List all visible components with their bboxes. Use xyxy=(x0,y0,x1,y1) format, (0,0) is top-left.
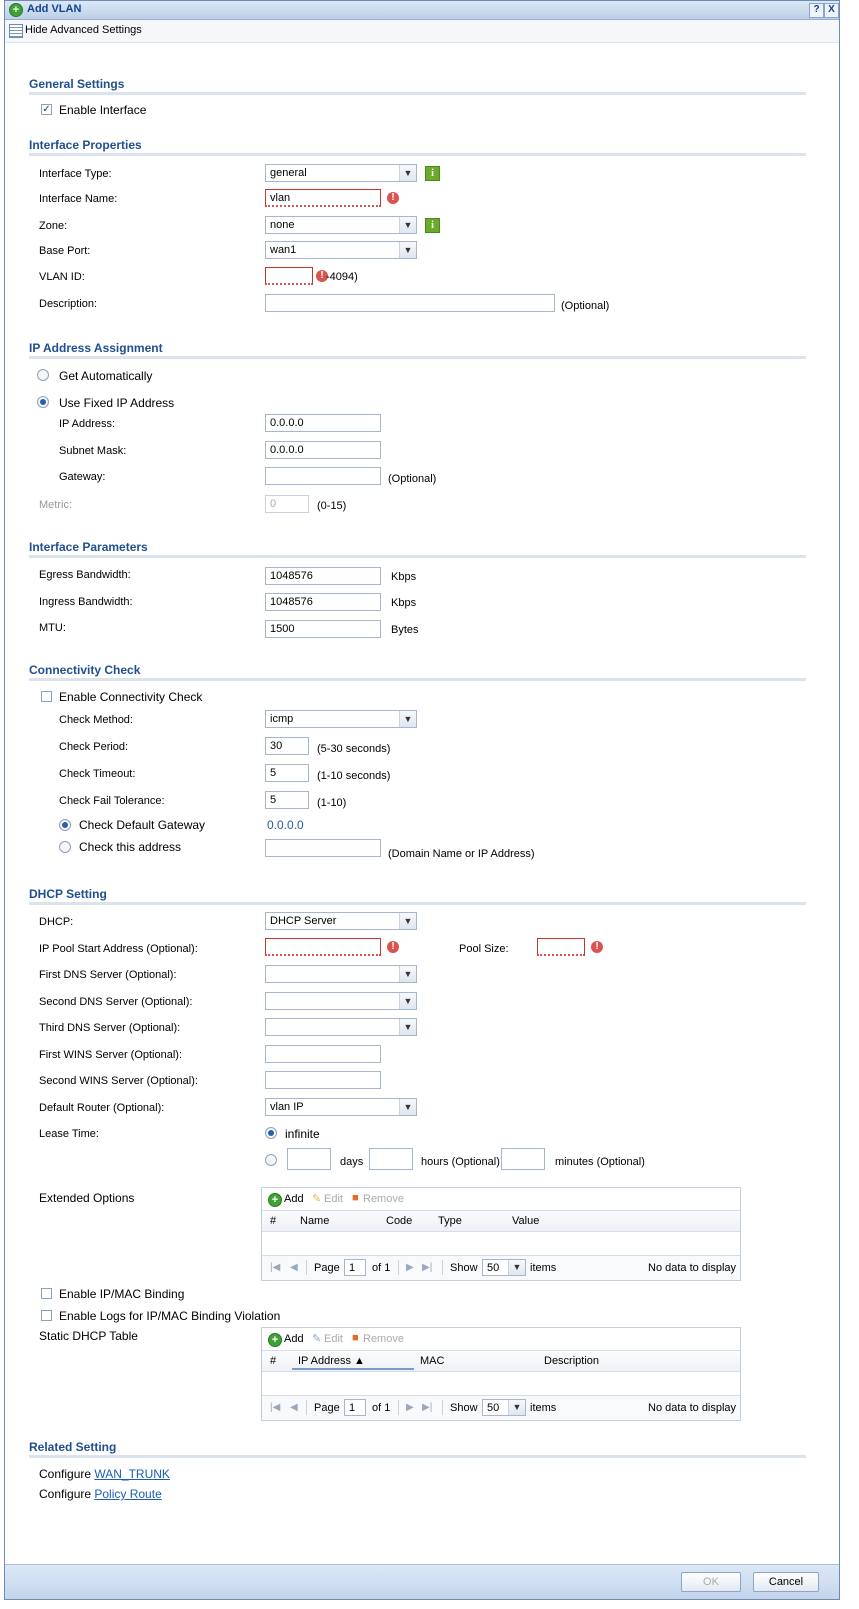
trash-icon: ■ xyxy=(352,1192,359,1204)
check-this-address-input[interactable] xyxy=(265,839,381,857)
info-icon[interactable]: i xyxy=(425,166,440,181)
trash-icon: ■ xyxy=(352,1332,359,1344)
gateway-label: Gateway: xyxy=(59,471,106,483)
dns2-select[interactable] xyxy=(265,992,417,1010)
empty-message: No data to display xyxy=(648,1262,737,1274)
section-divider xyxy=(29,678,806,681)
egress-bandwidth-input[interactable]: 1048576 xyxy=(265,567,381,585)
extended-options-table xyxy=(261,1187,741,1281)
add-vlan-dialog xyxy=(4,0,840,1600)
check-method-label: Check Method: xyxy=(59,714,133,726)
subnet-mask-input[interactable]: 0.0.0.0 xyxy=(265,441,381,459)
enable-ip-mac-binding-label: Enable IP/MAC Binding xyxy=(59,1287,185,1301)
pagination-bar xyxy=(262,1255,740,1280)
check-method-select[interactable] xyxy=(265,710,417,728)
interface-properties-heading: Interface Properties xyxy=(29,138,142,152)
use-fixed-ip-radio[interactable] xyxy=(37,396,49,408)
column-header[interactable]: Type xyxy=(438,1215,462,1227)
zone-value: none xyxy=(270,219,295,231)
ip-address-label: IP Address: xyxy=(59,418,116,430)
connectivity-check-heading: Connectivity Check xyxy=(29,663,141,677)
items-label: items xyxy=(530,1262,557,1274)
wan-trunk-link[interactable]: WAN_TRUNK xyxy=(94,1467,170,1481)
column-header[interactable]: MAC xyxy=(420,1355,445,1367)
dhcp-select[interactable] xyxy=(265,912,417,930)
description-optional-note: (Optional) xyxy=(561,300,610,312)
dhcp-value: DHCP Server xyxy=(270,915,337,927)
add-icon[interactable]: + xyxy=(268,1333,282,1347)
lease-infinite-label: infinite xyxy=(285,1127,320,1141)
prev-page-icon[interactable]: ◀ xyxy=(290,1262,298,1273)
get-automatically-radio[interactable] xyxy=(37,369,49,381)
lease-hours-input[interactable] xyxy=(369,1148,413,1170)
enable-logs-binding-label: Enable Logs for IP/MAC Binding Violation xyxy=(59,1309,281,1323)
page-count-label: of 1 xyxy=(372,1262,391,1274)
lease-infinite-radio[interactable] xyxy=(265,1127,277,1139)
show-label: Show xyxy=(450,1402,478,1414)
pagination-bar xyxy=(262,1395,740,1420)
divider xyxy=(306,1260,307,1275)
error-icon: ! xyxy=(387,192,399,204)
interface-type-label: Interface Type: xyxy=(39,168,112,180)
default-gateway-value: 0.0.0.0 xyxy=(267,818,304,832)
check-default-gateway-radio[interactable] xyxy=(59,819,71,831)
title-bar xyxy=(5,1,839,20)
pool-size-label: Pool Size: xyxy=(459,943,509,955)
mtu-unit: Bytes xyxy=(391,624,419,636)
check-default-gateway-label: Check Default Gateway xyxy=(79,818,206,832)
chevron-down-icon: ▼ xyxy=(508,1400,525,1415)
dhcp-setting-heading: DHCP Setting xyxy=(29,887,107,901)
configure-wan-trunk xyxy=(39,1467,170,1481)
add-icon: + xyxy=(9,3,23,17)
empty-message: No data to display xyxy=(648,1402,737,1414)
add-button[interactable]: Add xyxy=(284,1193,304,1205)
page-size-value: 50 xyxy=(487,1262,500,1274)
wins2-label: Second WINS Server (Optional): xyxy=(39,1075,198,1087)
divider xyxy=(442,1260,443,1275)
ingress-bandwidth-label: Ingress Bandwidth: xyxy=(39,596,133,608)
ingress-bandwidth-input[interactable]: 1048576 xyxy=(265,593,381,611)
interface-name-input[interactable]: vlan xyxy=(265,189,381,207)
base-port-value: wan1 xyxy=(270,244,297,256)
chevron-down-icon: ▼ xyxy=(508,1260,525,1275)
lease-minutes-input[interactable] xyxy=(501,1148,545,1170)
vlan-id-label: VLAN ID: xyxy=(39,271,85,283)
policy-route-link[interactable]: Policy Route xyxy=(94,1487,162,1501)
lease-time-label: Lease Time: xyxy=(39,1128,99,1140)
egress-unit: Kbps xyxy=(391,571,417,583)
sorted-column-indicator xyxy=(292,1368,414,1370)
metric-label: Metric: xyxy=(39,499,72,511)
error-icon: ! xyxy=(387,941,399,953)
hide-advanced-settings-label: Hide Advanced Settings xyxy=(25,24,142,36)
gateway-input[interactable] xyxy=(265,467,381,485)
grid-toolbar xyxy=(262,1328,740,1350)
pool-start-input[interactable] xyxy=(265,938,381,956)
next-page-icon[interactable]: ▶ xyxy=(406,1262,414,1273)
check-fail-tolerance-note: (1-10) xyxy=(317,797,347,809)
lease-minutes-label: minutes (Optional) xyxy=(555,1156,645,1168)
grid-header xyxy=(262,1210,740,1232)
chevron-down-icon: ▼ xyxy=(399,1099,416,1115)
subnet-mask-label: Subnet Mask: xyxy=(59,445,127,457)
grid-toolbar xyxy=(262,1188,740,1210)
cancel-button[interactable]: Cancel xyxy=(753,1572,819,1592)
page-size-select[interactable] xyxy=(482,1399,526,1416)
related-setting-heading: Related Setting xyxy=(29,1440,117,1454)
check-this-address-label: Check this address xyxy=(79,840,182,854)
ingress-unit: Kbps xyxy=(391,597,417,609)
add-icon[interactable]: + xyxy=(268,1193,282,1207)
dialog-title: Add VLAN xyxy=(27,3,82,15)
check-period-input[interactable]: 30 xyxy=(265,737,309,755)
first-page-icon[interactable]: |◀ xyxy=(270,1262,281,1273)
pool-size-input[interactable] xyxy=(537,938,585,956)
column-header[interactable]: IP Address ▲ xyxy=(298,1355,365,1367)
divider xyxy=(398,1260,399,1275)
default-router-label: Default Router (Optional): xyxy=(39,1102,165,1114)
edit-icon: ✎ xyxy=(312,1193,322,1205)
check-timeout-label: Check Timeout: xyxy=(59,768,136,780)
column-header[interactable]: # xyxy=(270,1355,277,1367)
dns3-label: Third DNS Server (Optional): xyxy=(39,1022,181,1034)
next-page-icon[interactable]: ▶ xyxy=(406,1402,414,1413)
list-icon xyxy=(9,24,23,38)
last-page-icon[interactable]: ▶| xyxy=(422,1262,433,1273)
interface-parameters-heading: Interface Parameters xyxy=(29,540,148,554)
close-button[interactable]: X xyxy=(824,3,839,18)
dns2-label: Second DNS Server (Optional): xyxy=(39,996,193,1008)
zone-select[interactable] xyxy=(265,216,417,234)
enable-ip-mac-binding-checkbox[interactable] xyxy=(41,1288,52,1299)
default-router-select[interactable] xyxy=(265,1098,417,1116)
column-header[interactable]: Name xyxy=(300,1215,330,1227)
page-size-value: 50 xyxy=(487,1402,500,1414)
check-this-address-note: (Domain Name or IP Address) xyxy=(388,848,535,860)
ip-address-input[interactable]: 0.0.0.0 xyxy=(265,414,381,432)
page-number-input[interactable]: 1 xyxy=(344,1259,366,1276)
error-icon: ! xyxy=(316,270,328,282)
dialog-footer xyxy=(5,1564,839,1599)
wins1-label: First WINS Server (Optional): xyxy=(39,1049,183,1061)
metric-range-note: (0-15) xyxy=(317,500,347,512)
dns1-label: First DNS Server (Optional): xyxy=(39,969,177,981)
divider xyxy=(306,1400,307,1415)
check-method-value: icmp xyxy=(270,713,294,725)
check-timeout-input[interactable]: 5 xyxy=(265,764,309,782)
dns3-select[interactable] xyxy=(265,1018,417,1036)
dns1-select[interactable] xyxy=(265,965,417,983)
configure-prefix: Configure xyxy=(39,1487,92,1501)
enable-interface-checkbox[interactable]: ✓ xyxy=(42,104,51,115)
enable-interface-label: Enable Interface xyxy=(59,103,147,117)
enable-logs-binding-checkbox[interactable] xyxy=(41,1310,52,1321)
page-count-label: of 1 xyxy=(372,1402,391,1414)
column-header[interactable]: # xyxy=(270,1215,277,1227)
page-number-input[interactable]: 1 xyxy=(344,1399,366,1416)
enable-connectivity-check-checkbox[interactable] xyxy=(41,691,52,702)
info-icon[interactable]: i xyxy=(425,218,440,233)
lease-hours-label: hours (Optional) xyxy=(421,1156,500,1168)
gateway-optional-note: (Optional) xyxy=(388,473,437,485)
page-size-select[interactable] xyxy=(482,1259,526,1276)
last-page-icon[interactable]: ▶| xyxy=(422,1402,433,1413)
section-divider xyxy=(29,92,806,95)
configure-policy-route xyxy=(39,1487,162,1501)
help-button[interactable]: ? xyxy=(809,3,824,18)
column-header[interactable]: Description xyxy=(544,1355,600,1367)
get-automatically-label: Get Automatically xyxy=(59,369,153,383)
edit-button[interactable]: Edit xyxy=(324,1193,343,1205)
check-timeout-note: (1-10 seconds) xyxy=(317,770,391,782)
check-fail-tolerance-label: Check Fail Tolerance: xyxy=(59,795,165,807)
metric-input[interactable]: 0 xyxy=(265,495,309,513)
chevron-down-icon: ▼ xyxy=(399,165,416,181)
page-label: Page xyxy=(314,1262,340,1274)
divider xyxy=(442,1400,443,1415)
general-settings-heading: General Settings xyxy=(29,77,125,91)
vlan-id-range-note: -4094) xyxy=(326,271,358,283)
wins1-input[interactable] xyxy=(265,1045,381,1063)
check-this-address-radio[interactable] xyxy=(59,841,71,853)
base-port-label: Base Port: xyxy=(39,245,91,257)
check-fail-tolerance-input[interactable]: 5 xyxy=(265,791,309,809)
check-period-note: (5-30 seconds) xyxy=(317,743,391,755)
interface-type-select[interactable] xyxy=(265,164,417,182)
items-label: items xyxy=(530,1402,557,1414)
use-fixed-ip-label: Use Fixed IP Address xyxy=(59,396,175,410)
zone-label: Zone: xyxy=(39,220,68,232)
section-divider xyxy=(29,902,806,905)
column-header[interactable]: Value xyxy=(512,1215,540,1227)
enable-connectivity-check-label: Enable Connectivity Check xyxy=(59,690,203,704)
remove-button[interactable]: Remove xyxy=(363,1193,404,1205)
default-router-value: vlan IP xyxy=(270,1101,304,1113)
ip-address-assignment-heading: IP Address Assignment xyxy=(29,341,163,355)
static-dhcp-table-label: Static DHCP Table xyxy=(39,1329,138,1343)
lease-custom-radio[interactable] xyxy=(265,1154,277,1166)
chevron-down-icon: ▼ xyxy=(399,217,416,233)
chevron-down-icon: ▼ xyxy=(399,913,416,929)
chevron-down-icon: ▼ xyxy=(399,711,416,727)
prev-page-icon[interactable]: ◀ xyxy=(290,1402,298,1413)
edit-icon: ✎ xyxy=(312,1333,322,1345)
first-page-icon[interactable]: |◀ xyxy=(270,1402,281,1413)
chevron-down-icon: ▼ xyxy=(399,1019,416,1035)
divider xyxy=(398,1400,399,1415)
chevron-down-icon: ▼ xyxy=(399,966,416,982)
configure-prefix: Configure xyxy=(39,1467,92,1481)
interface-name-label: Interface Name: xyxy=(39,193,118,205)
remove-button[interactable]: Remove xyxy=(363,1333,404,1345)
error-icon: ! xyxy=(591,941,603,953)
vlan-id-input[interactable] xyxy=(265,267,313,285)
section-divider xyxy=(29,356,806,359)
toolbar xyxy=(5,20,839,43)
base-port-select[interactable] xyxy=(265,241,417,259)
grid-header xyxy=(262,1350,740,1372)
section-divider xyxy=(29,555,806,558)
pool-start-label: IP Pool Start Address (Optional): xyxy=(39,943,198,955)
description-label: Description: xyxy=(39,298,98,310)
mtu-label: MTU: xyxy=(39,622,66,634)
show-label: Show xyxy=(450,1262,478,1274)
column-header[interactable]: Code xyxy=(386,1215,413,1227)
chevron-down-icon: ▼ xyxy=(399,993,416,1009)
add-button[interactable]: Add xyxy=(284,1333,304,1345)
ok-button[interactable]: OK xyxy=(681,1572,741,1592)
dhcp-label: DHCP: xyxy=(39,916,74,928)
section-divider xyxy=(29,153,806,156)
edit-button[interactable]: Edit xyxy=(324,1333,343,1345)
extended-options-label: Extended Options xyxy=(39,1191,135,1205)
wins2-input[interactable] xyxy=(265,1071,381,1089)
description-input[interactable] xyxy=(265,294,555,312)
mtu-input[interactable]: 1500 xyxy=(265,620,381,638)
chevron-down-icon: ▼ xyxy=(399,242,416,258)
section-divider xyxy=(29,1455,806,1458)
check-period-label: Check Period: xyxy=(59,741,129,753)
lease-days-input[interactable] xyxy=(287,1148,331,1170)
static-dhcp-table xyxy=(261,1327,741,1421)
lease-days-label: days xyxy=(340,1156,364,1168)
egress-bandwidth-label: Egress Bandwidth: xyxy=(39,569,131,581)
page-label: Page xyxy=(314,1402,340,1414)
interface-type-value: general xyxy=(270,167,307,179)
